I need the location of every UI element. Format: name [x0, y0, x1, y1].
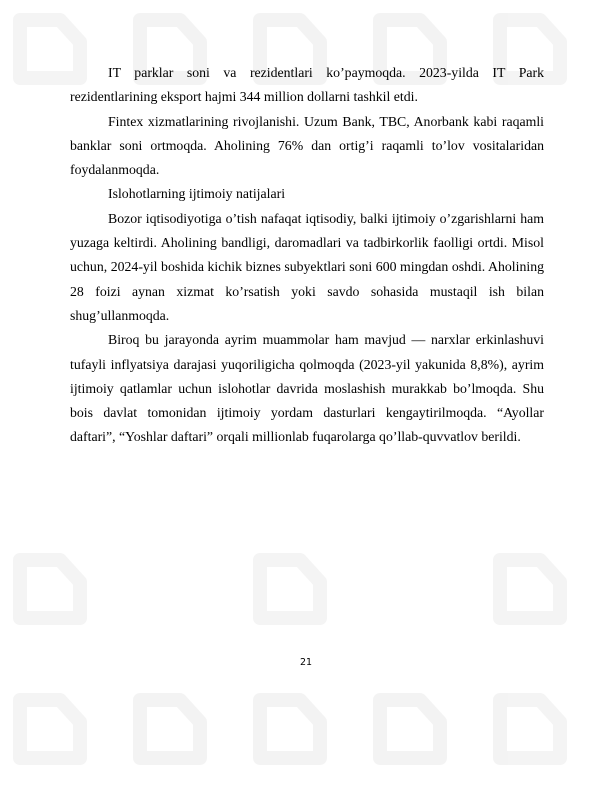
page-number: 21 [299, 657, 313, 668]
document-body [70, 61, 544, 450]
paragraph-fintech: Fintex xizmatlarining rivojlanishi. Uzum Bank, TBC, Anorbank kabi raqamli banklar soni ortmoqda. Aholining 76% dan ortig’i raqamli to’lov vositalaridan foydalanmoqda. [70, 113, 544, 178]
section-heading: Islohotlarning ijtimoiy natijalari [108, 186, 286, 202]
paragraph-it-parks: IT parklar soni va rezidentlari ko’paymoqda. 2023-yilda IT Park rezidentlarining eksport hajmi 344 million dollarni tashkil etdi. [70, 65, 544, 105]
paragraph-social-results: Bozor iqtisodiyotiga o’tish nafaqat iqtisodiy, balki ijtimoiy o’zgarishlarni ham yuzaga keltirdi. Aholining bandligi, daromadlari va tadbirkorlik faolligi ortdi. Misol uchun, 2024-yil boshida kichik biznes subyektlari soni 600 mingdan oshdi. Aholining 28 foizi aynan xizmat ko’rsatish yoki savdo sohasida mustaqil ish bilan shug’ullanmoqda. [70, 210, 544, 323]
paragraph-problems: Biroq bu jarayonda ayrim muammolar ham mavjud — narxlar erkinlashuvi tufayli inflyatsiya darajasi yuqoriligicha qolmoqda (2023-yil yakunida 8,8%), ayrim ijtimoiy qatlamlar uchun islohotlar davrida moslashish murakkab bo’lmoqda. Shu bois davlat tomonidan ijtimoiy yordam dasturlari kengaytirilmoqda. “Ayollar daftari”, “Yoshlar daftari” orqali millionlab fuqarolarga qo’llab-quvvatlov berildi. [70, 332, 544, 445]
